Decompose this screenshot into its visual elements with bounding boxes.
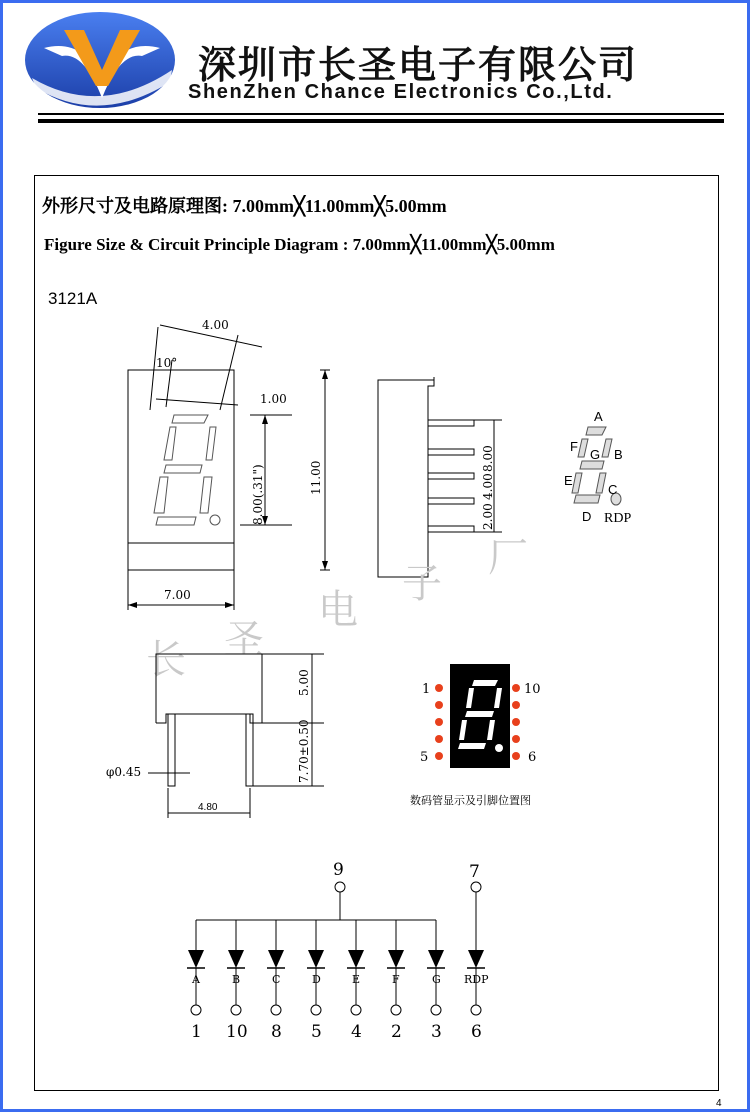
dim-pin-pitch-total: 8.00	[481, 445, 495, 472]
pin-label-right-top: 10	[524, 682, 541, 697]
watermark-char-5: 厂	[488, 535, 528, 581]
diode-g	[427, 920, 445, 1042]
dim-total-height: 11.00	[309, 460, 323, 495]
company-name-cn: 深圳市长圣电子有限公司	[198, 43, 639, 87]
page-number: 4	[716, 1098, 722, 1109]
bottom-view-drawing	[100, 648, 340, 826]
diode-a	[187, 920, 205, 1042]
diode-pin-c: 8	[271, 1022, 282, 1042]
company-logo	[22, 8, 180, 112]
pin-label-left-bottom: 5	[420, 750, 429, 765]
dim-width: 7.00	[164, 588, 191, 602]
diode-pin-f: 2	[391, 1022, 402, 1042]
pinout-diagram	[410, 660, 550, 810]
diode-label-a: A	[192, 973, 200, 986]
dim-pin-row-spacing: 4.80	[198, 802, 218, 813]
model-number: 3121A	[48, 289, 98, 308]
circuit-diagram	[170, 855, 500, 1045]
diode-pin-rdp: 6	[471, 1022, 482, 1042]
section-title-en: Figure Size & Circuit Principle Diagram : 7.00mm╳11.00mm╳5.00mm	[44, 235, 555, 254]
watermark-char-3: 电	[318, 587, 358, 633]
diode-c	[267, 920, 285, 1042]
dim-digit-height: 8.00(.31")	[251, 464, 265, 525]
dim-top-width: 4.00	[202, 318, 229, 332]
segment-layout-diagram	[560, 405, 650, 530]
seg-label-c: C	[608, 482, 618, 497]
diode-label-e: E	[352, 973, 361, 986]
dim-depth: 5.00	[297, 669, 311, 696]
diode-f	[387, 920, 405, 1042]
pinout-caption: 数码管显示及引脚位置图	[410, 794, 531, 807]
header-rule-thin	[38, 113, 724, 115]
seg-label-d: D	[582, 509, 592, 524]
watermark-char-2: 圣	[224, 617, 264, 663]
common-pin-label: 9	[333, 860, 344, 880]
seg-label-dp: RDP	[604, 511, 632, 526]
diode-b	[226, 920, 248, 1042]
diode-label-c: C	[272, 973, 281, 986]
seg-label-f: F	[570, 439, 578, 454]
seg-label-a: A	[594, 409, 603, 424]
header-rule-thick	[38, 119, 724, 123]
dim-seg-width: 1.00	[260, 392, 287, 406]
diode-label-rdp: RDP	[464, 973, 489, 986]
diode-pin-g: 3	[431, 1022, 442, 1042]
diode-pin-a: 1	[191, 1022, 202, 1042]
diode-e	[347, 920, 365, 1042]
company-name-en: ShenZhen Chance Electronics Co.,Ltd.	[188, 81, 614, 103]
diode-d	[307, 920, 325, 1042]
dim-pin-diameter: φ0.45	[106, 765, 142, 779]
dim-pin-length: 7.70±0.50	[297, 719, 311, 783]
pin-label-left-top: 1	[422, 682, 431, 697]
diode-pin-e: 4	[351, 1022, 362, 1042]
watermark-char-4: 子	[402, 561, 442, 607]
diode-label-d: D	[312, 973, 321, 986]
watermark-char-1: 长	[146, 637, 186, 683]
seg-label-b: B	[614, 447, 623, 462]
diode-label-b: B	[232, 973, 241, 986]
section-title-cn: 外形尺寸及电路原理图: 7.00mm╳11.00mm╳5.00mm	[42, 196, 447, 216]
seg-label-g: G	[590, 447, 601, 462]
dp-common-pin-label: 7	[469, 862, 480, 882]
dim-pin-pitch: 4.00	[481, 473, 495, 500]
diode-label-g: G	[432, 973, 441, 986]
pin-label-right-bottom: 6	[528, 750, 537, 765]
diode-rdp	[464, 950, 489, 1042]
dim-pin-offset: 2.00	[481, 503, 495, 530]
diode-pin-d: 5	[311, 1022, 322, 1042]
dim-angle: 10°	[156, 356, 178, 370]
diode-label-f: F	[392, 973, 400, 986]
diode-pin-b: 10	[226, 1022, 248, 1042]
seg-label-e: E	[564, 473, 573, 488]
